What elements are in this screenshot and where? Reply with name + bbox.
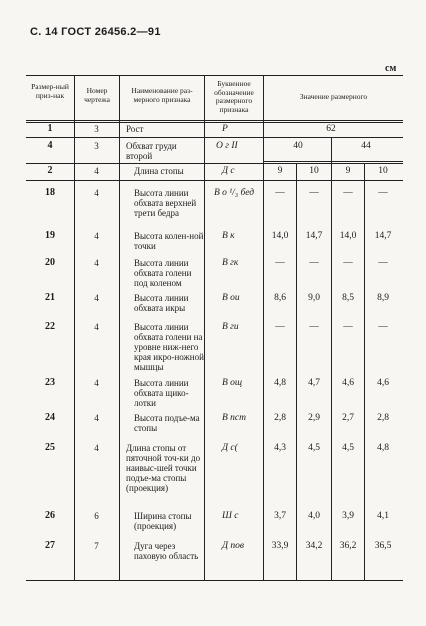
sign-symbol: Д с: [222, 166, 235, 176]
value-cell: 44: [361, 141, 371, 151]
value-cell: 14,0: [271, 231, 289, 241]
header-bottom-rule-2: [26, 122, 403, 123]
row-rule: [26, 137, 403, 138]
value-cell: —: [275, 188, 285, 198]
drawing-no: 4: [94, 293, 99, 303]
value-cell: 4,6: [377, 378, 389, 388]
value-cell: 4,3: [274, 443, 286, 453]
value-cell: 2,8: [377, 413, 389, 423]
drawing-no: 4: [94, 413, 99, 423]
value-cell: 8,9: [377, 293, 389, 303]
sign-no: 20: [45, 257, 55, 268]
value-cell: 14,7: [374, 231, 392, 241]
sign-no: 4: [47, 140, 53, 151]
sign-name: Длина стопы: [134, 166, 184, 176]
value-cell: 9,0: [308, 293, 320, 303]
sign-no: 2: [47, 165, 53, 176]
measurements-table: [26, 75, 403, 580]
sign-symbol: Д с(: [222, 443, 238, 453]
value-cell: 3,9: [342, 511, 354, 521]
sign-no: 1: [47, 123, 53, 134]
value-cell: —: [378, 188, 388, 198]
drawing-no: 4: [94, 188, 99, 198]
value-cell: 2,8: [274, 413, 286, 423]
sign-name: Высота линии обхвата голени на уровне ниж-него края икро-ножной мышцы: [134, 322, 204, 372]
sign-name: Высота линии обхвата голени под коленом: [134, 258, 192, 288]
value-cell: 9: [277, 166, 283, 176]
sign-symbol: В ощ: [222, 378, 243, 388]
drawing-no: 4: [94, 378, 99, 388]
drawing-no: 4: [94, 166, 99, 176]
sign-no: 23: [45, 377, 55, 388]
value-cell: 4,8: [377, 443, 389, 453]
unit-label: см: [385, 63, 397, 74]
value-cell: 4,5: [342, 443, 354, 453]
value-cell: —: [343, 188, 353, 198]
sign-symbol: В к: [222, 231, 235, 241]
value-cell: —: [378, 322, 388, 332]
sign-name: Дуга через паховую область: [134, 541, 199, 561]
value-cell: 36,5: [374, 541, 392, 551]
value-cell: 40: [293, 141, 303, 151]
value-cell: 4,5: [308, 443, 320, 453]
sign-no: 22: [45, 321, 55, 332]
col-header-name: Наименование раз-мерного признака: [131, 86, 193, 104]
sign-no: 27: [45, 540, 55, 551]
drawing-no: 3: [94, 141, 99, 151]
value-cell: 33,9: [271, 541, 289, 551]
value-cell: 10: [378, 166, 388, 176]
drawing-no: 7: [94, 541, 99, 551]
page-header: С. 14 ГОСТ 26456.2—91: [30, 26, 161, 38]
row-rule: [26, 163, 403, 164]
sign-symbol: Ш с: [222, 511, 239, 521]
value-cell: 9: [345, 166, 351, 176]
sign-name: Рост: [126, 124, 144, 134]
drawing-no: 6: [94, 511, 99, 521]
col-rule: [296, 163, 297, 580]
col-rule: [119, 75, 120, 580]
sign-symbol: В ги: [222, 322, 239, 332]
value-cell: 62: [326, 124, 336, 134]
row-rule: [263, 161, 403, 162]
sign-no: 18: [45, 187, 55, 198]
sign-symbol: В ои: [222, 293, 240, 303]
sign-name: Высота подъе-ма стопы: [134, 413, 200, 433]
drawing-no: 4: [94, 231, 99, 241]
sign-name: Высота колен-ной точки: [134, 231, 204, 251]
value-cell: 4,8: [274, 378, 286, 388]
value-cell: —: [309, 188, 319, 198]
sign-no: 26: [45, 510, 55, 521]
value-cell: —: [343, 322, 353, 332]
sign-symbol: В пст: [222, 413, 247, 423]
value-cell: 14,0: [339, 231, 357, 241]
value-cell: 4,6: [342, 378, 354, 388]
table-top-rule: [26, 75, 403, 76]
value-cell: 2,9: [308, 413, 320, 423]
sign-symbol: В гк: [222, 258, 239, 268]
drawing-no: 4: [94, 443, 99, 453]
sign-name: Высота линии обхвата верхней трети бедра: [134, 188, 197, 218]
value-cell: 2,7: [342, 413, 354, 423]
value-cell: 4,7: [308, 378, 320, 388]
sign-symbol: P: [222, 124, 228, 134]
value-cell: 10: [309, 166, 319, 176]
sign-symbol: Д пов: [222, 541, 245, 551]
sign-no: 21: [45, 292, 55, 303]
value-cell: 8,6: [274, 293, 286, 303]
value-cell: —: [343, 258, 353, 268]
sign-name: Ширина стопы (проекция): [134, 511, 192, 531]
value-cell: 8,5: [342, 293, 354, 303]
drawing-no: 4: [94, 258, 99, 268]
col-header-sign-no: Размер-ный приз-нак: [31, 82, 69, 100]
value-cell: 4,0: [308, 511, 320, 521]
sign-name: Обхват груди второй: [126, 141, 177, 161]
value-cell: 34,2: [305, 541, 323, 551]
sign-no: 24: [45, 412, 55, 423]
value-cell: —: [378, 258, 388, 268]
sign-name: Высота линии обхвата икры: [134, 293, 189, 313]
drawing-no: 3: [94, 124, 99, 134]
value-cell: 14,7: [305, 231, 323, 241]
value-cell: —: [275, 258, 285, 268]
sign-no: 19: [45, 230, 55, 241]
sign-symbol: В о ¹/₃ бед: [214, 188, 255, 198]
sign-name: Высота линии обхвата щико-лотки: [134, 378, 189, 408]
col-rule: [364, 163, 365, 580]
value-cell: 4,1: [377, 511, 389, 521]
row-rule: [26, 180, 403, 181]
header-bottom-rule: [26, 120, 403, 121]
col-rule: [204, 75, 205, 580]
value-cell: —: [275, 322, 285, 332]
value-cell: 3,7: [274, 511, 286, 521]
sign-name: Длина стопы от пяточной точ-ки до наивыс-шей точки подъе-ма стопы (проекция): [126, 443, 201, 493]
table-bottom-rule: [26, 580, 403, 581]
value-cell: 36,2: [339, 541, 357, 551]
sign-symbol: О г II: [216, 141, 238, 151]
drawing-no: 4: [94, 322, 99, 332]
col-header-drawing-no: Номер чертежа: [84, 86, 110, 104]
col-rule: [263, 75, 264, 580]
value-cell: —: [309, 258, 319, 268]
sign-no: 25: [45, 442, 55, 453]
col-header-values: Значение размерного: [299, 92, 368, 101]
col-header-symbol: Буквенное обозначение размерного признака: [214, 79, 254, 114]
value-cell: —: [309, 322, 319, 332]
col-rule: [331, 137, 332, 580]
